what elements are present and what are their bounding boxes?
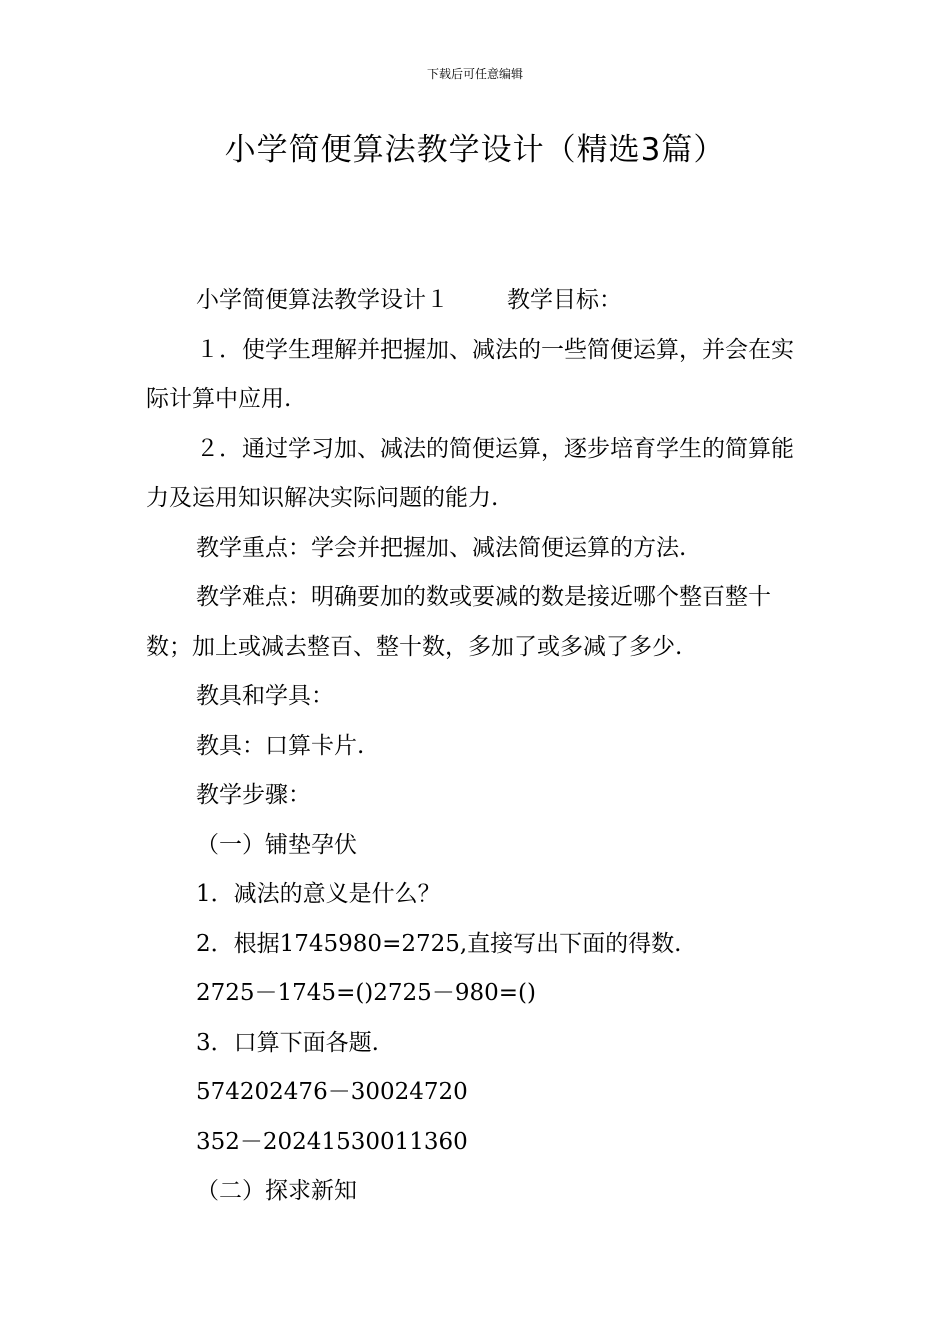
paragraph-question-1: 1．减法的意义是什么？ bbox=[196, 881, 441, 907]
paragraph-tools: 教具：口算卡片. bbox=[196, 732, 365, 759]
paragraph-goal-2: ２．通过学习加、减法的简便运算，逐步培育学生的简算能力及运用知识解决实际问题的能力. bbox=[146, 435, 794, 511]
paragraph-difficulty: 教学难点：明确要加的数或要减的数是接近哪个整百整十数；加上或减去整百、整十数，多加了或多减了多少. bbox=[146, 584, 771, 660]
goal-label: 教学目标： bbox=[507, 287, 622, 313]
paragraph-tools-heading: 教具和学具： bbox=[196, 683, 334, 709]
header-note: 下载后可任意编辑 bbox=[426, 67, 523, 81]
paragraph-question-2: 2．根据1745980=2725,直接写出下面的得数. bbox=[196, 930, 682, 957]
section-heading: 小学简便算法教学设计１ bbox=[196, 287, 449, 313]
paragraph-key-point: 教学重点：学会并把握加、减法简便运算的方法. bbox=[196, 534, 687, 561]
paragraph-step-1-heading: （一）铺垫孕伏 bbox=[196, 831, 357, 858]
document-body bbox=[146, 276, 808, 1217]
paragraph-question-3: 3．口算下面各题. bbox=[196, 1029, 379, 1056]
document-title: 小学简便算法教学设计（精选3篇） bbox=[224, 132, 726, 168]
paragraph-steps-heading: 教学步骤： bbox=[196, 782, 311, 808]
paragraph-goal-1: １．使学生理解并把握加、减法的一些简便运算，并会在实际计算中应用. bbox=[146, 336, 794, 412]
paragraph-equation-line: 2725－1745=()2725－980=() bbox=[196, 980, 536, 1006]
paragraph-step-2-heading: （二）探求新知 bbox=[196, 1178, 357, 1204]
paragraph-calc-line-2: 352－20241530011360 bbox=[196, 1128, 468, 1155]
section-heading-line bbox=[146, 276, 808, 326]
paragraph-calc-line-1: 574202476－30024720 bbox=[196, 1079, 468, 1105]
